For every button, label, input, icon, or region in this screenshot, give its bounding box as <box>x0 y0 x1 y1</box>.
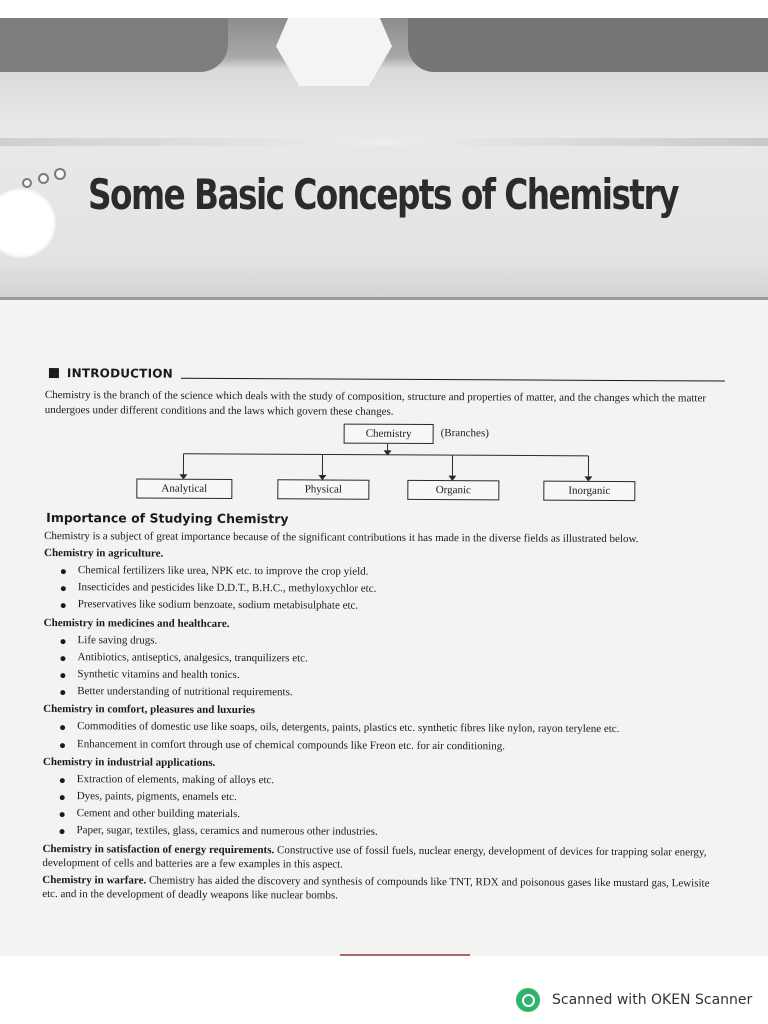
introduction-label: INTRODUCTION <box>66 366 173 381</box>
heading-rule <box>181 377 725 381</box>
bullet-list <box>44 562 724 617</box>
section-heading: Chemistry in agriculture. <box>43 546 164 560</box>
energy-text: Constructive use of fossil fuels, nuclear energy, development of devices for trapping solar energy, development of cells and batteries are a few examples in this aspect. <box>42 843 707 871</box>
header-ring-decor <box>54 168 66 180</box>
bullet-list <box>43 632 723 704</box>
section-heading: Chemistry in industrial applications. <box>42 755 216 769</box>
bullet-item: Life saving drugs. <box>44 632 724 653</box>
section-heading: Chemistry in comfort, pleasures and luxuries <box>43 703 256 717</box>
warfare-lead: Chemistry in warfare. <box>42 873 147 887</box>
branch-box-organic: Organic <box>407 480 499 500</box>
scanner-logo-icon <box>516 988 540 1012</box>
bullet-list <box>43 771 723 843</box>
warfare-text: Chemistry has aided the discovery and synthesis of compounds like TNT, RDX and poisonous gases like mustard gas, Lewisite etc. and in the development of deadly weapons like nuclear bombs. <box>42 874 710 902</box>
bullet-item: Antibiotics, antiseptics, analgesics, tranquilizers etc. <box>43 649 723 670</box>
heading-bullet-square <box>49 368 59 378</box>
bullet-item: Paper, sugar, textiles, glass, ceramics and numerous other industries. <box>43 822 723 843</box>
chapter-title: Some Basic Concepts of Chemistry <box>88 170 678 219</box>
header-ribbon <box>0 138 768 146</box>
header-ring-decor <box>22 178 32 188</box>
chapter-header-band <box>0 18 768 300</box>
bullet-item: Commodities of domestic use like soaps, oils, detergents, paints, plastics etc. synthetic fibres like nylon, rayon terylene etc. <box>43 718 723 739</box>
branch-box-physical: Physical <box>277 479 369 499</box>
scanned-page <box>0 18 768 956</box>
bullet-item: Chemical fertilizers like urea, NPK etc. to improve the crop yield. <box>44 562 724 583</box>
bullet-item: Extraction of elements, making of alloys etc. <box>43 771 723 792</box>
section-comfort <box>43 702 723 756</box>
energy-paragraph <box>42 842 726 875</box>
bullet-item: Better understanding of nutritional requirements. <box>43 683 723 704</box>
bullet-item: Dyes, paints, pigments, enamels etc. <box>43 788 723 809</box>
scanner-watermark <box>516 988 752 1012</box>
scanner-label: Scanned with OKEN Scanner <box>552 992 753 1008</box>
energy-lead: Chemistry in satisfaction of energy requirements. <box>42 842 275 856</box>
header-decor-panel-left <box>0 18 228 72</box>
header-circle-decor <box>0 188 56 258</box>
bullet-item: Preservatives like sodium benzoate, sodium metabisulphate etc. <box>44 596 724 617</box>
importance-intro: Chemistry is a subject of great importance because of the significant contributions it has made in the diverse fields as illustrated below. <box>44 529 639 546</box>
bullet-item: Synthetic vitamins and health tonics. <box>43 666 723 687</box>
section-industrial <box>43 755 723 843</box>
chapter-content <box>42 364 725 905</box>
bullet-item: Cement and other building materials. <box>43 805 723 826</box>
section-medicines <box>43 616 723 704</box>
header-divider <box>0 297 768 300</box>
header-hexagon-shape <box>276 18 392 86</box>
header-ring-decor <box>38 173 49 184</box>
importance-heading: Importance of Studying Chemistry <box>46 510 289 527</box>
header-decor-panel-right <box>408 18 768 72</box>
branch-root-box: Chemistry <box>344 424 434 444</box>
bullet-item: Enhancement in comfort through use of chemical compounds like Freon etc. for air conditioning. <box>43 736 723 757</box>
branches-diagram <box>44 422 724 496</box>
bullet-item: Insecticides and pesticides like D.D.T., B.H.C., methyloxychlor etc. <box>44 579 724 600</box>
branch-box-inorganic: Inorganic <box>543 481 635 501</box>
page-bottom-mark <box>340 954 470 956</box>
warfare-paragraph <box>42 873 726 906</box>
section-heading: Chemistry in medicines and healthcare. <box>43 616 230 630</box>
introduction-paragraph: Chemistry is the branch of the science which deals with the study of composition, structure and properties of matter, and the changes which the matter undergoes under different conditions and the laws which govern these changes. <box>44 388 707 418</box>
branches-note: (Branches) <box>440 427 489 440</box>
branch-box-analytical: Analytical <box>136 478 232 499</box>
introduction-heading <box>49 364 725 386</box>
bullet-list <box>43 718 723 756</box>
section-agriculture <box>44 546 724 617</box>
